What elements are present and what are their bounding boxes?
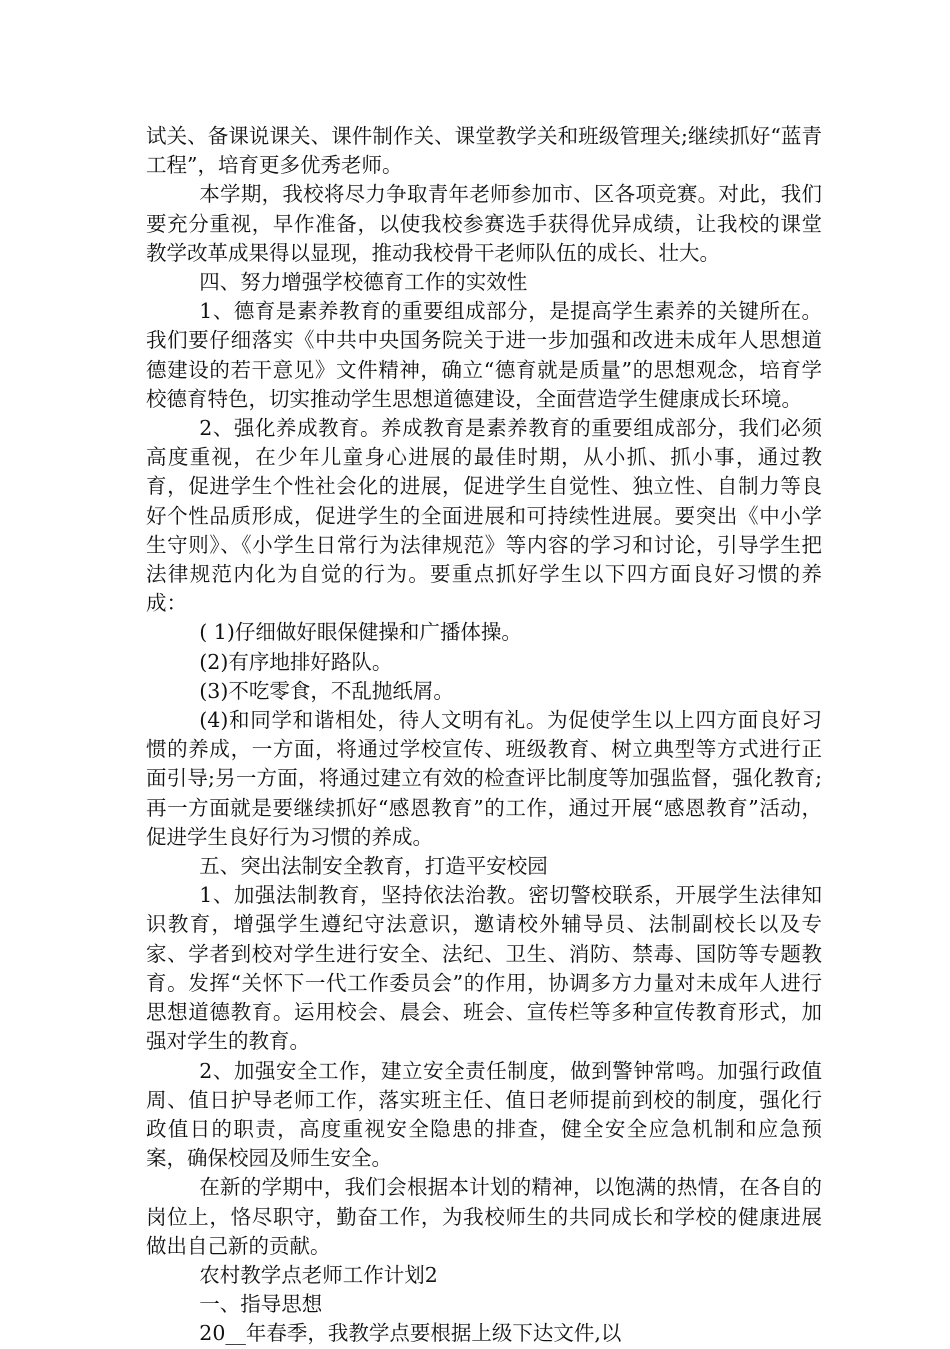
paragraph-legal-education-1: 1、加强法制教育，坚持依法治教。密切警校联系，开展学生法律知识教育，增强学生遵纪守法意识，邀请校外辅导员、法制副校长以及专家、学者到校对学生进行安全、法纪、卫生、消防、禁毒、国防等专题教育。发挥“关怀下一代工作委员会”的作用，协调多方力量对未成年人进行思想道德教育。运用校会、晨会、班会、宣传栏等多种宣传教育形式，加强对学生的教育。 [146, 883, 822, 1054]
section-heading-moral-education: 四、努力增强学校德育工作的实效性 [199, 270, 528, 295]
paragraph-conclusion: 在新的学期中，我们会根据本计划的精神，以饱满的热情，在各自的岗位上，恪尽职守，勤奋工作，为我校师生的共同成长和学校的健康进展做出自己新的贡献。 [146, 1175, 822, 1258]
document-body [146, 122, 822, 1349]
list-item-4: (4)和同学和谐相处，待人文明有礼。为促使学生以上四方面良好习惯的养成，一方面，将通过学校宣传、班级教育、树立典型等方式进行正面引导;另一方面，将通过建立有效的检查评比制度等加强监督，强化教育;再一方面就是要继续抓好“感恩教育”的工作，通过开展“感恩教育”活动，促进学生良好行为习惯的养成。 [146, 708, 822, 849]
section-heading-legal-safety: 五、突出法制安全教育，打造平安校园 [199, 854, 548, 879]
list-item-2: (2)有序地排好路队。 [199, 649, 393, 674]
list-item-3: (3)不吃零食，不乱抛纸屑。 [199, 678, 454, 703]
paragraph-safety-work-2: 2、加强安全工作，建立安全责任制度，做到警钟常鸣。加强行政值周、值日护导老师工作，落实班主任、值日老师提前到校的制度，强化行政值日的职责，高度重视安全隐患的排查，健全安全应急机制和应急预案，确保校园及师生安全。 [146, 1058, 822, 1171]
list-item-1: ( 1)仔细做好眼保健操和广播体操。 [199, 620, 522, 645]
paragraph-guiding-thought: 20__年春季，我教学点要根据上级下达文件,以 [199, 1321, 622, 1346]
paragraph-continuation: 试关、备课说课关、课件制作关、课堂教学关和班级管理关;继续抓好“蓝青工程”，培育更多优秀老师。 [146, 124, 822, 178]
paragraph-moral-education-1: 1、德育是素养教育的重要组成部分，是提高学生素养的关键所在。我们要仔细落实《中共中央国务院关于进一步加强和改进未成年人思想道德建设的若干意见》文件精神，确立“德育就是质量”的思想观念，培育学校德育特色，切实推动学生思想道德建设，全面营造学生健康成长环境。 [146, 299, 822, 411]
section-heading-guiding-thought: 一、指导思想 [199, 1292, 323, 1317]
document-title-2: 农村教学点老师工作计划2 [199, 1262, 438, 1287]
paragraph-competition: 本学期，我校将尽力争取青年老师参加市、区各项竞赛。对此，我们要充分重视，早作准备，以使我校参赛选手获得优异成绩，让我校的课堂教学改革成果得以显现，推动我校骨干老师队伍的成长、壮大。 [146, 182, 822, 265]
paragraph-habit-education-2: 2、强化养成教育。养成教育是素养教育的重要组成部分，我们必须高度重视，在少年儿童身心进展的最佳时期，从小抓、抓小事，通过教育，促进学生个性社会化的进展，促进学生自觉性、独立性、自制力等良好个性品质形成，促进学生的全面进展和可持续性进展。要突出《中小学生守则》、《小学生日常行为法律规范》等内容的学习和讨论，引导学生把法律规范内化为自觉的行为。要重点抓好学生以下四方面良好习惯的养成： [146, 416, 822, 616]
